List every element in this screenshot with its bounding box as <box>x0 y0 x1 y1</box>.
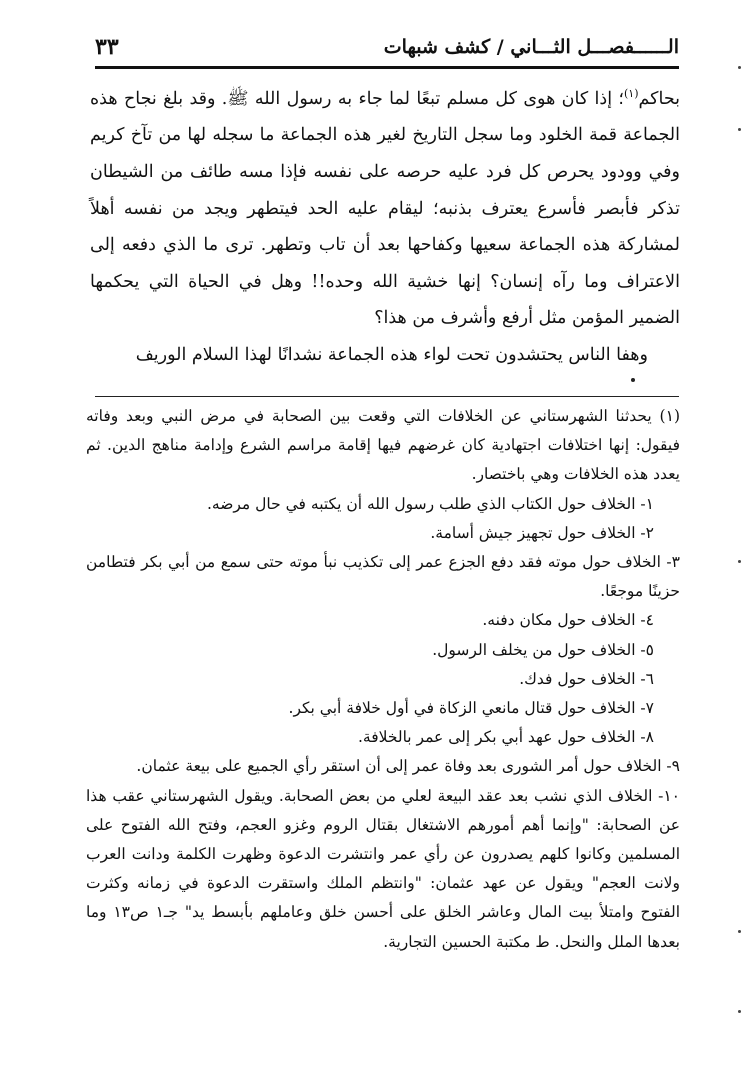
scan-speck <box>738 930 741 933</box>
footnote-item: ٣- الخلاف حول موته فقد دفع الجزع عمر إلى تكذيب نبأ موته حتى سمع من أبي بكر فتطامن حزينًا موجعًا. <box>86 553 680 601</box>
footnote-intro <box>86 402 680 490</box>
footnote-item: ١٠- الخلاف الذي نشب بعد عقد البيعة لعلي من بعض الصحابة. ويقول الشهرستاني عقب هذا عن الصحابة: "وإنما أهم أمورهم الاشتغال بقتال الروم وغزو العجم، وفتح الله الفتوح على المسلمين وكانوا كلهم يصدرون عن رأي عمر وانتشرت الدعوة وظهرت الكلمة ودانت العرب ولانت العجم" ويقول عن عهد عثمان: "وانتظم الملك واستقرت الدعوة في زمانه وكثرت الفتوح وامتلأ بيت المال وعاشر الخلق على أحسن خلق وعاملهم بأبسط يد" جـ١ ص١٣ وما بعدها الملل والنحل. ط مكتبة الحسين التجارية. <box>86 786 681 951</box>
scan-speck <box>738 1010 741 1013</box>
chapter-title: الــــــفصـــل الثـــاني / كشف شبهات <box>383 36 679 58</box>
footnote-item: ٢- الخلاف حول تجهيز جيش أسامة. <box>430 523 654 542</box>
footnote-item: ٥- الخلاف حول من يخلف الرسول. <box>432 640 654 659</box>
footnote-item: ٩- الخلاف حول أمر الشورى بعد وفاة عمر إلى أن استقر رأي الجميع على بيعة عثمان. <box>136 757 680 776</box>
paragraph-1-start: بحاكم <box>638 88 680 109</box>
footnote-rule <box>95 396 679 397</box>
footnote-item: ١- الخلاف حول الكتاب الذي طلب رسول الله أن يكتبه في حال مرضه. <box>206 494 654 513</box>
footnote-item: ٤- الخلاف حول مكان دفنه. <box>482 611 654 630</box>
page-number: ٣٣ <box>95 34 119 60</box>
paragraph-1-rest: ؛ إذا كان هوى كل مسلم تبعًا لما جاء به رسول الله ﷺ. وقد بلغ نجاح هذه الجماعة قمة الخلود وما سجل التاريخ لغير هذه الجماعة ما سجله لها من تآخ كريم وفي وودود يحرص كل فرد عليه حرصه على نفسه فإذا مسه طائف من الشيطان تذكر فأبصر فأسرع يعترف بذنبه؛ ليقام عليه الحد فيتطهر ويجد من نفسه أهلاً لمشاركة هذه الجماعة سعيها وكفاحها بعد أن تاب وتطهر. ترى ما الذي دفعه إلى الاعتراف وما رآه إنسان؟ إنها خشية الله وحده!! وهل في الحياة التي يحكمها الضمير المؤمن مثل أرفع وأشرف من هذا؟ <box>90 88 680 329</box>
separator-dot <box>631 378 635 382</box>
paragraph-2: وهفا الناس يحتشدون تحت لواء هذه الجماعة نشدانًا لهذا السلام الوريف <box>135 344 648 365</box>
footnotes <box>86 402 680 957</box>
main-text <box>90 76 680 374</box>
footnote-item: ٨- الخلاف حول عهد أبي بكر إلى عمر بالخلافة. <box>357 728 654 747</box>
scan-speck <box>738 560 741 563</box>
footnote-intro-text: يحدثنا الشهرستاني عن الخلافات التي وقعت بين الصحابة في مرض النبي وبعد وفاته فيقول: إنها اختلافات اجتهادية كان غرضهم فيها إقامة مراسم الشرع وإدامة مناهج الدين. ثم يعدد هذه الخلافات وهي باختصار. <box>86 407 680 484</box>
header-rule <box>95 66 679 69</box>
footnote-number: (١) <box>659 407 680 425</box>
running-header <box>95 30 679 66</box>
footnote-reference: (١) <box>624 87 639 100</box>
scan-speck <box>738 66 741 69</box>
paragraph-1 <box>90 76 680 337</box>
footnote-item: ٦- الخلاف حول فدك. <box>519 669 654 688</box>
scan-speck <box>738 128 741 131</box>
footnote-item: ٧- الخلاف حول قتال مانعي الزكاة في أول خلافة أبي بكر. <box>288 699 654 718</box>
